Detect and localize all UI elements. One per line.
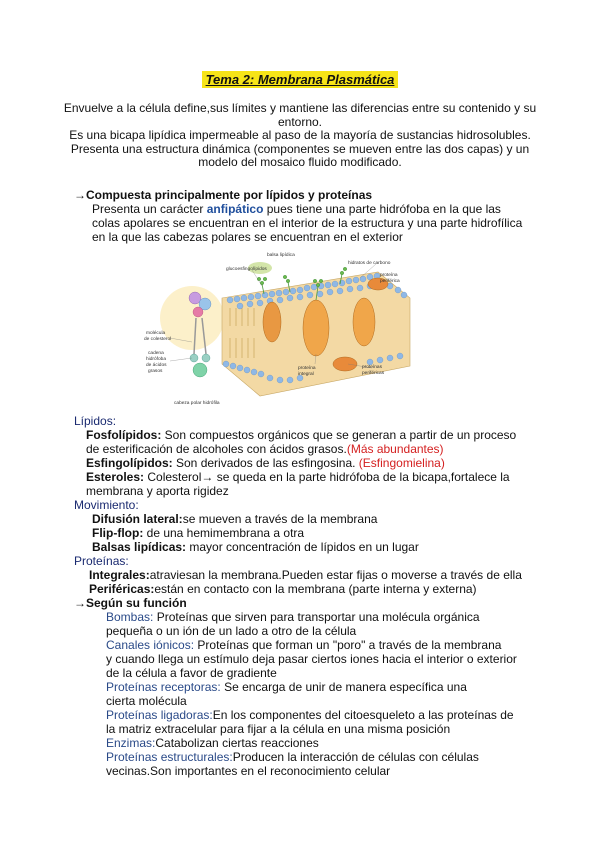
label-perifericas-bottom: periféricas bbox=[362, 371, 385, 376]
movimiento-text: de una hemimembrana a otra bbox=[143, 526, 305, 540]
movimiento-item bbox=[92, 541, 419, 555]
bombas-line-1 bbox=[106, 611, 480, 625]
label-integral: proteína bbox=[298, 366, 316, 371]
enzimas-text: Catabolizan ciertas reacciones bbox=[155, 736, 319, 750]
integral-protein bbox=[303, 300, 329, 356]
estructurales-line-2: vecinas.Son importantes en el reconocimiento celular bbox=[106, 764, 391, 778]
label-colesterol: molécula bbox=[146, 331, 166, 336]
movimiento-term: Balsas lipídicas: bbox=[92, 540, 187, 554]
membrane-diagram bbox=[140, 246, 412, 412]
label-balsa-lipidica: balsa lipídica bbox=[267, 253, 295, 258]
movimiento-text: mayor concentración de lípidos en un lugar bbox=[186, 540, 419, 554]
label-glucoesfingolipidos: glucoesfingolípidos bbox=[226, 267, 267, 272]
composition-text: pues tiene una parte hidrófoba en la que las bbox=[263, 202, 501, 216]
movimiento-item bbox=[92, 527, 304, 541]
ligadoras-line-1 bbox=[106, 709, 514, 723]
intro-paragraphs bbox=[60, 102, 540, 170]
composition-line-2: colas apolares se encuentran en el interior de la estructura y una parte hidrofílica bbox=[92, 216, 523, 230]
esfingolipidos-text: Son derivados de las esfingosina. bbox=[172, 456, 359, 470]
receptoras-line-1 bbox=[106, 681, 467, 695]
label-hidratos: hidratos de carbono bbox=[348, 261, 391, 266]
movimiento-item bbox=[92, 513, 377, 527]
integrales-term: Integrales: bbox=[89, 568, 150, 582]
fosfolipidos-text: de esterificación de alcoholes con ácidos grasos. bbox=[86, 442, 347, 456]
label-cadena: hidrófoba bbox=[146, 357, 167, 362]
fosfolipidos-text: Son compuestos orgánicos que se generan a partir de un proceso bbox=[161, 428, 517, 442]
perifericas-line bbox=[89, 583, 477, 597]
label-cabeza-polar: cabeza polar hidrófila bbox=[174, 401, 220, 406]
movimiento-term: Difusión lateral: bbox=[92, 512, 183, 526]
composition-text: Presenta un carácter bbox=[92, 202, 207, 216]
label-integral: integral bbox=[298, 372, 314, 377]
composition-line-1 bbox=[92, 203, 501, 217]
label-cadena: grasos bbox=[148, 369, 163, 374]
fosfolipidos-note: (Más abundantes) bbox=[346, 442, 444, 456]
esfingolipidos-term: Esfingolípidos: bbox=[86, 456, 173, 470]
label-perifericas-bottom: proteínas bbox=[362, 365, 383, 370]
funcion-heading: →Según su función bbox=[74, 596, 187, 610]
enzimas-line bbox=[106, 737, 319, 751]
bombas-term: Bombas: bbox=[106, 610, 154, 624]
page-title: Tema 2: Membrana Plasmática bbox=[202, 71, 399, 88]
label-colesterol: de colesterol bbox=[144, 337, 172, 342]
intro-line: Presenta una estructura dinámica (componentes se mueven entre las dos capas) y un modelo del mosaico fluido modificado. bbox=[70, 141, 530, 170]
composition-heading: →Compuesta principalmente por lípidos y proteínas bbox=[74, 188, 373, 202]
canales-text: Proteínas que forman un "poro" a través de la membrana bbox=[194, 638, 502, 652]
esteroles-text: Colesterol→ se queda en la parte hidrófoba de la bicapa,fortalece la bbox=[144, 470, 510, 484]
lipidos-heading: Lípidos: bbox=[74, 414, 117, 428]
canales-line-1 bbox=[106, 639, 501, 653]
proteinas-heading: Proteínas: bbox=[74, 554, 129, 568]
ligadoras-term: Proteínas ligadoras: bbox=[106, 708, 213, 722]
estructurales-text: Producen la interacción de células con células bbox=[232, 750, 479, 764]
integral-protein bbox=[263, 302, 281, 342]
ligadoras-line-2: la matriz extracelular para fijar a la célula en una misma posición bbox=[106, 722, 451, 736]
label-periferica-top: proteína bbox=[380, 273, 398, 278]
integral-protein bbox=[353, 298, 375, 346]
composition-line-3: en la que las cabezas polares se encuentran en el exterior bbox=[92, 230, 403, 244]
estructurales-line-1 bbox=[106, 751, 479, 765]
enzimas-term: Enzimas: bbox=[106, 736, 156, 750]
esteroles-line-1 bbox=[86, 471, 510, 485]
esfingolipidos-note: (Esfingomielina) bbox=[358, 456, 445, 470]
receptoras-text: Se encarga de unir de manera específica una bbox=[220, 680, 467, 694]
label-cadena: cadena bbox=[148, 351, 164, 356]
esteroles-line-2: membrana y aporta rigidez bbox=[86, 484, 229, 498]
canales-line-3: de la célula a favor de gradiente bbox=[106, 666, 277, 680]
fosfolipidos-line-1 bbox=[86, 429, 516, 443]
movimiento-term: Flip-flop: bbox=[92, 526, 144, 540]
movimiento-heading: Movimiento: bbox=[74, 498, 139, 512]
label-cadena: de ácidos bbox=[146, 363, 167, 368]
anfipatico-keyword: anfipático bbox=[206, 202, 264, 216]
estructurales-term: Proteínas estructurales: bbox=[106, 750, 233, 764]
receptoras-term: Proteínas receptoras: bbox=[106, 680, 221, 694]
bombas-text: Proteínas que sirven para transportar una molécula orgánica bbox=[153, 610, 480, 624]
peripheral-protein bbox=[333, 357, 357, 371]
intro-line: Es una bicapa lipídica impermeable al paso de la mayoría de sustancias hidrosolubles. bbox=[69, 128, 531, 143]
fosfolipidos-line-2 bbox=[86, 443, 444, 457]
perifericas-text: están en contacto con la membrana (parte interna y externa) bbox=[154, 582, 477, 596]
integrales-line bbox=[89, 569, 522, 583]
bombas-line-2: pequeña o un ión de un lado a otro de la célula bbox=[106, 624, 357, 638]
canales-term: Canales iónicos: bbox=[106, 638, 195, 652]
movimiento-text: se mueven a través de la membrana bbox=[182, 512, 378, 526]
receptoras-line-2: cierta molécula bbox=[106, 694, 187, 708]
canales-line-2: y cuando llega un estímulo deja pasar ciertos iones hacia el interior o exterior bbox=[106, 652, 517, 666]
esteroles-term: Esteroles: bbox=[86, 470, 145, 484]
ligadoras-text: En los componentes del citoesqueleto a las proteínas de bbox=[212, 708, 514, 722]
title-block bbox=[0, 71, 600, 89]
label-periferica-top: periférica bbox=[380, 279, 400, 284]
integrales-text: atraviesan la membrana.Pueden estar fijas o moverse a través de ella bbox=[149, 568, 522, 582]
perifericas-term: Periféricas: bbox=[89, 582, 155, 596]
membrane-diagram-svg bbox=[140, 246, 412, 412]
fosfolipidos-term: Fosfolípidos: bbox=[86, 428, 162, 442]
intro-line: Envuelve a la célula define,sus límites y mantiene las diferencias entre su contenido y su entorno. bbox=[63, 101, 537, 129]
esfingolipidos-line bbox=[86, 457, 445, 471]
